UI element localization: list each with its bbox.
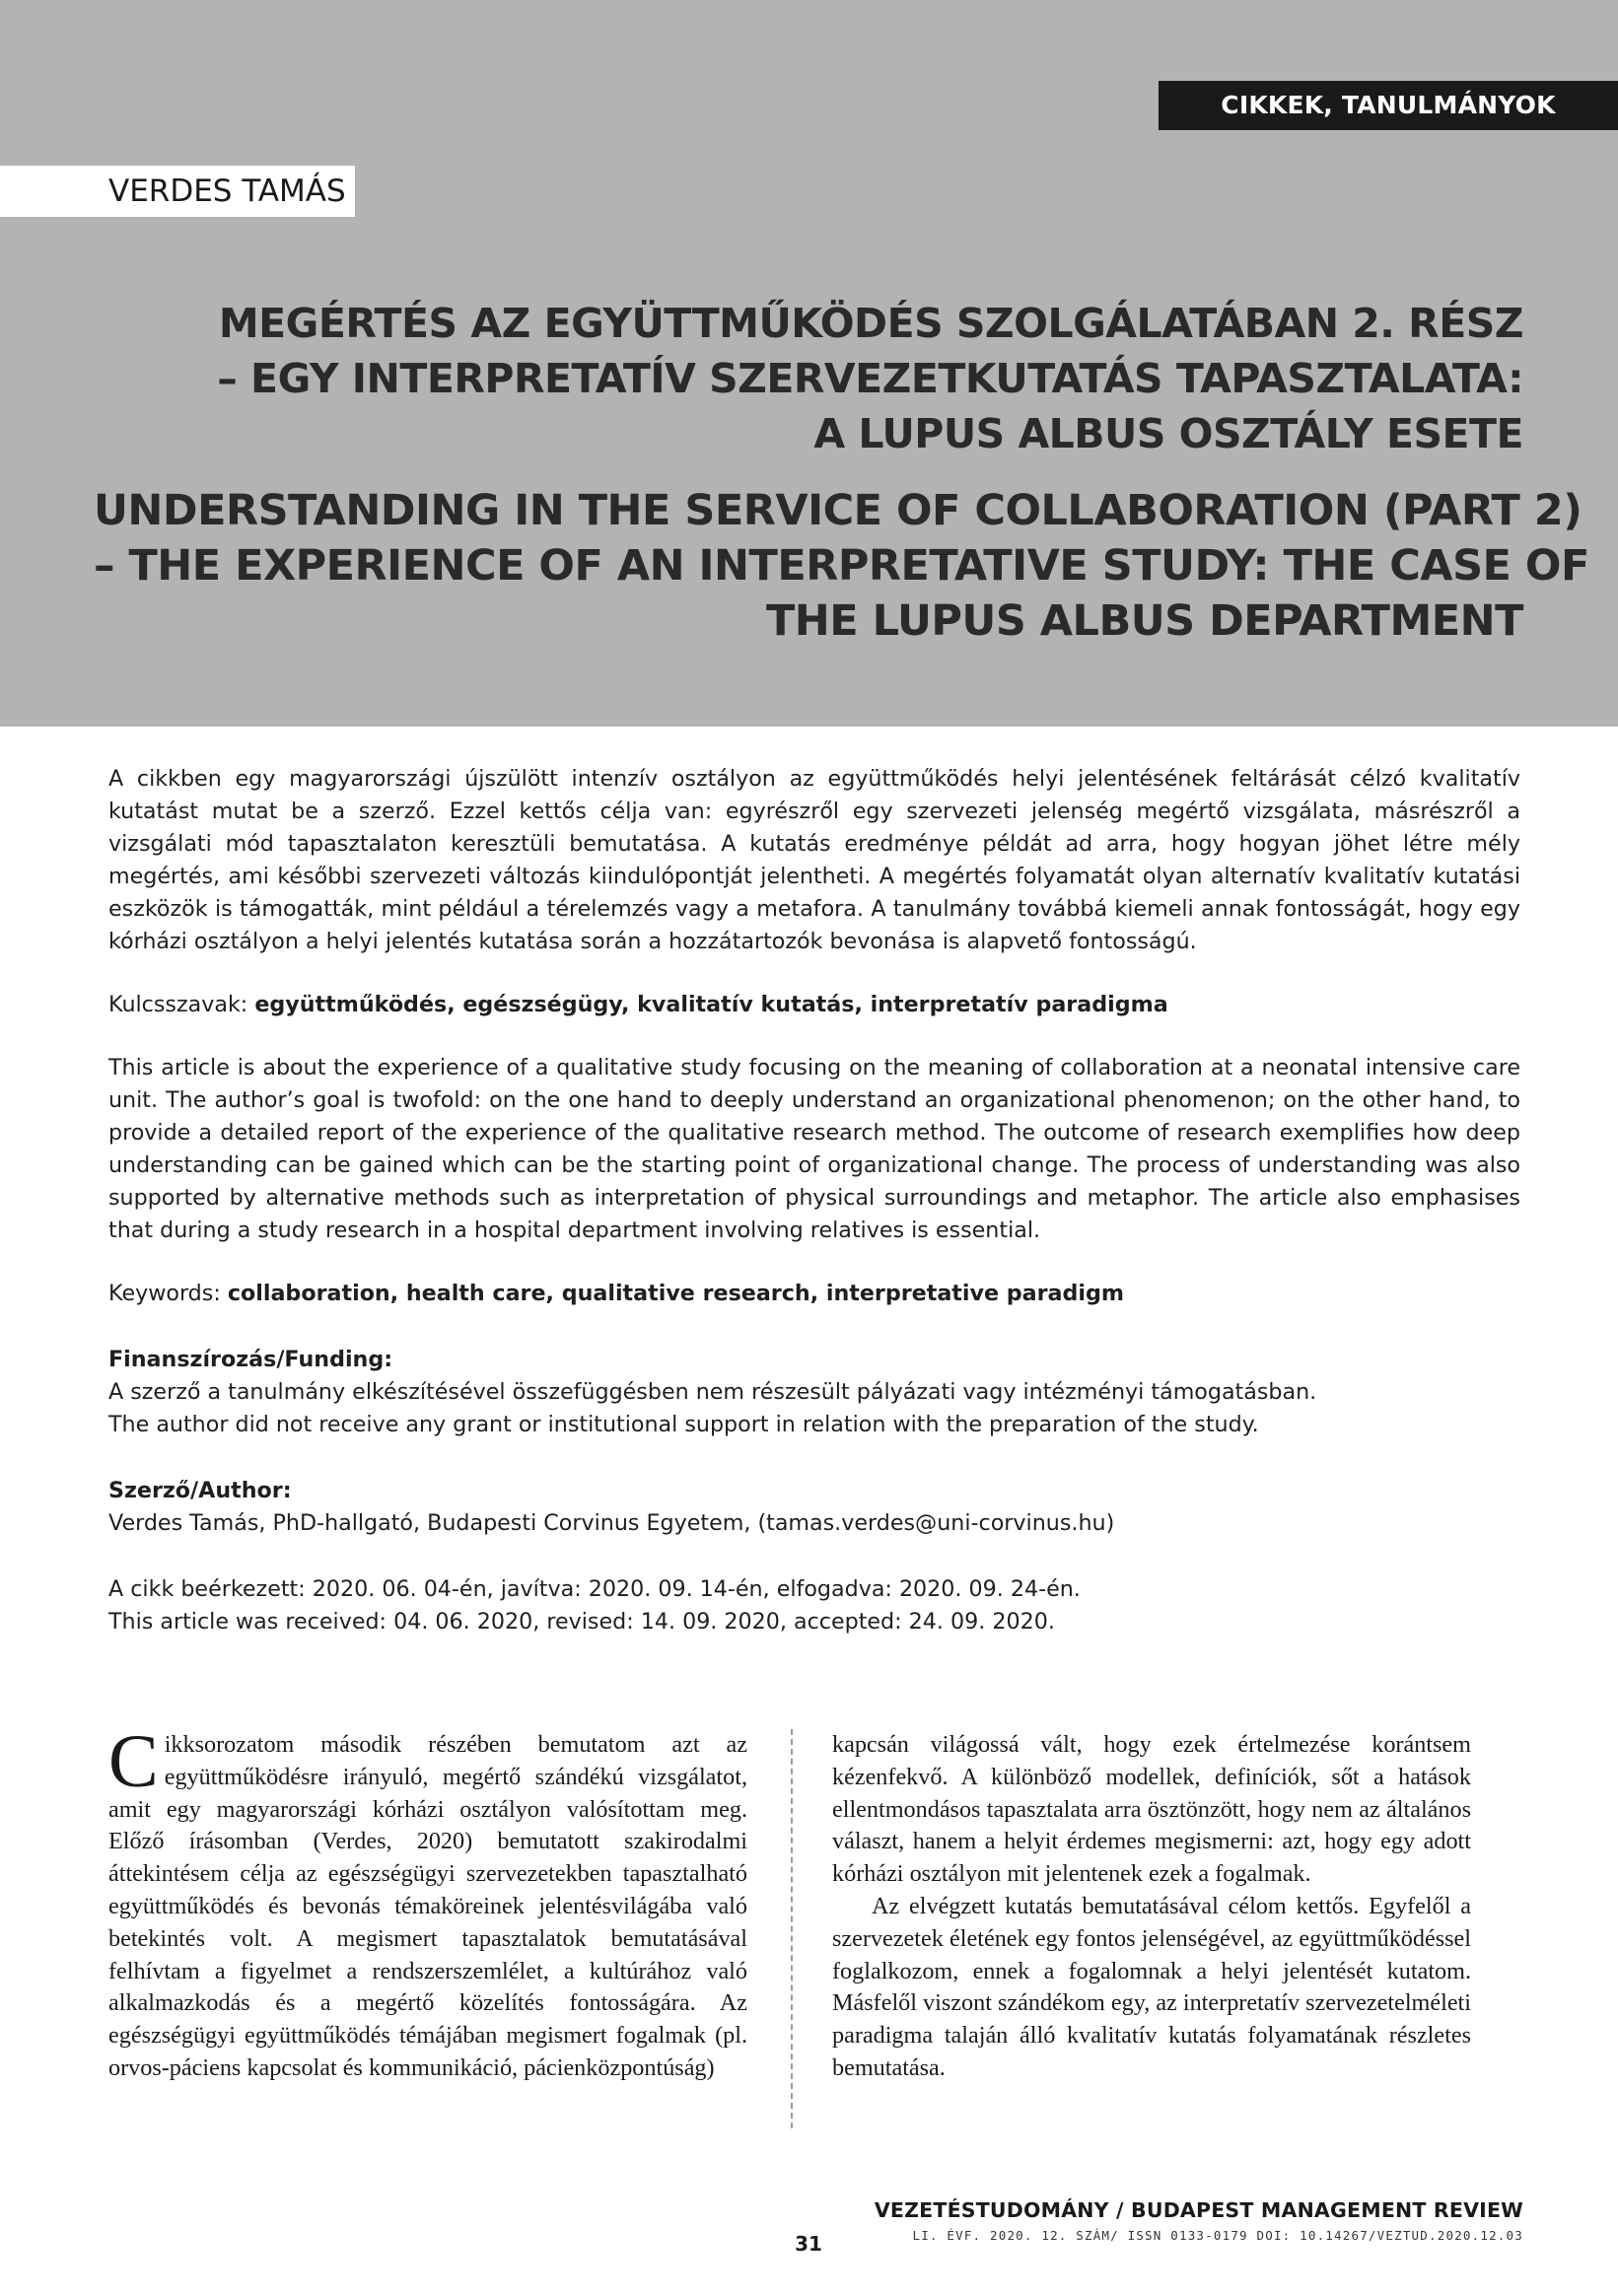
dates-english: This article was received: 04. 06. 2020, revised: 14. 09. 2020, accepted: 24. 09. 2020.: [108, 1609, 1055, 1635]
journal-name: VEZETÉSTUDOMÁNY / BUDAPEST MANAGEMENT REVIEW: [874, 2198, 1523, 2222]
dates-block: [108, 1573, 1520, 1638]
header-band: [0, 0, 1618, 727]
author-info-block: [108, 1475, 1520, 1540]
author-info-text: Verdes Tamás, PhD-hallgató, Budapesti Corvinus Egyetem, (tamas.verdes@uni-corvinus.hu): [108, 1510, 1115, 1536]
funding-english: The author did not receive any grant or institutional support in relation with the preparation of the study.: [108, 1412, 1259, 1437]
journal-meta: LI. ÉVF. 2020. 12. SZÁM/ ISSN 0133-0179 DOI: 10.14267/VEZTUD.2020.12.03: [912, 2228, 1523, 2243]
title-en-line: UNDERSTANDING IN THE SERVICE OF COLLABORATION (PART 2): [94, 486, 1583, 535]
page-number: 31: [795, 2232, 822, 2256]
keywords-en-list: collaboration, health care, qualitative research, interpretative paradigm: [227, 1281, 1124, 1306]
abstract-section: [108, 763, 1520, 1638]
abstract-hungarian: A cikkben egy magyarországi újszülött intenzív osztályon az együttműködés helyi jelentésének feltárását célzó kvalitatív kutatást mutat be a szerző. Ezzel kettős célja van: egyrészről egy szervezeti jelenség megértő vizsgálata, másrészről a vizsgálati mód tapasztalaton keresztüli bemutatása. A kutatás eredménye példát ad arra, hogy hogyan jöhet létre mély megértés, ami későbbi szervezeti változás kiindulópontját jelentheti. A megértés folyamatát olyan alternatív kvalitatív kutatási eszközök is támogatták, mint például a térelemzés vagy a metafora. A tanulmány továbbá kiemeli annak fontosságát, hogy egy kórházi osztályon a helyi jelentés kutatása során a hozzátartozók bevonása is alapvető fontosságú.: [108, 766, 1520, 954]
body-paragraph: kapcsán világossá vált, hogy ezek értelmezése korántsem kézenfekvő. A különböző modellek, definíciók, sőt a hatások ellentmondásos tapasztalata arra ösztönzött, hogy nem az általános választ, hanem a helyit érdemes megismerni: azt, hogy egy adott kórházi osztályon mit jelentenek ezek a fogalmak.: [832, 1731, 1471, 1888]
keywords-hu-list: együttműködés, egészségügy, kvalitatív kutatás, interpretatív paradigma: [254, 992, 1168, 1017]
keywords-hu-label: Kulcsszavak:: [108, 992, 255, 1017]
title-hungarian: [94, 296, 1523, 461]
author-info-label: Szerző/Author:: [108, 1478, 292, 1503]
title-english: [94, 483, 1589, 649]
keywords-en-label: Keywords:: [108, 1281, 228, 1306]
abstract-english: This article is about the experience of a qualitative study focusing on the meaning of collaboration at a neonatal intensive care unit. The author’s goal is twofold: on the one hand to deeply understand an organizational phenomenon; on the other hand, to provide a detailed report of the experience of the qualitative research method. The outcome of research exemplifies how deep understanding can be gained which can be the starting point of organizational change. The process of understanding was also supported by alternative methods such as interpretation of physical surroundings and metaphor. The article also emphasises that during a study research in a hospital department involving relatives is essential.: [108, 1055, 1520, 1243]
body-paragraph: Az elvégzett kutatás bemutatásával célom kettős. Egyfelől a szervezetek életének egy fontos jelenségével, az együttműködéssel foglalkozom, ennek a fogalomnak a helyi jelentését kutatom. Másfelől viszont szándékom egy, az interpretatív szervezetelméleti paradigma talaján álló kvalitatív kutatás folyamatának részletes bemutatása.: [832, 1892, 1471, 2081]
title-hu-line: A LUPUS ALBUS OSZTÁLY ESETE: [813, 410, 1523, 457]
section-tag: CIKKEK, TANULMÁNYOK: [1159, 81, 1618, 130]
article-title: [94, 296, 1589, 649]
funding-label: Finanszírozás/Funding:: [108, 1347, 393, 1372]
title-hu-line: MEGÉRTÉS AZ EGYÜTTMŰKÖDÉS SZOLGÁLATÁBAN 2. RÉSZ: [218, 300, 1523, 347]
title-en-line: THE LUPUS ALBUS DEPARTMENT: [765, 596, 1523, 646]
keywords-hungarian: [108, 989, 1520, 1021]
body-right-column: [832, 1729, 1471, 2085]
keywords-english: [108, 1278, 1520, 1310]
column-divider: [791, 1729, 793, 2128]
body-left-text: ikksorozatom második részében bemutatom azt az együttműködésre irányuló, megértő szándékú vizsgálatot, amit egy magyarországi kórházi osztályon valósítottam meg. Előző írásomban (Verdes, 2020) bemutatott szakirodalmi áttekintésem célja az egészségügyi szervezetekben tapasztalható együttműködés és bevonás témaköreinek jelentésvilágába való betekintés volt. A megismert tapasztalatok bemutatásával felhívtam a figyelmet a rendszerszemlélet, a kultúrához való alkalmazkodás és a megértő közelítés fontosságára. Az egészségügyi együttműködés témájában megismert fogalmak (pl. orvos-páciens kapcsolat és kommunikáció, pácienközpontúság): [108, 1731, 747, 2081]
title-en-line: – THE EXPERIENCE OF AN INTERPRETATIVE STUDY: THE CASE OF: [94, 541, 1589, 591]
author-name: VERDES TAMÁS: [0, 166, 355, 217]
dates-hungarian: A cikk beérkezett: 2020. 06. 04-én, javítva: 2020. 09. 14-én, elfogadva: 2020. 09. 24-én.: [108, 1576, 1081, 1602]
body-columns: [108, 1720, 1520, 2128]
funding-hungarian: A szerző a tanulmány elkészítésével összefüggésben nem részesült pályázati vagy intézményi támogatásban.: [108, 1379, 1317, 1405]
body-left-column: [108, 1720, 747, 2085]
body-paragraph: [108, 1720, 747, 2085]
dropcap: C: [108, 1720, 159, 1803]
funding-block: [108, 1344, 1520, 1441]
title-hu-line: – EGY INTERPRETATÍV SZERVEZETKUTATÁS TAPASZTALATA:: [217, 355, 1523, 402]
